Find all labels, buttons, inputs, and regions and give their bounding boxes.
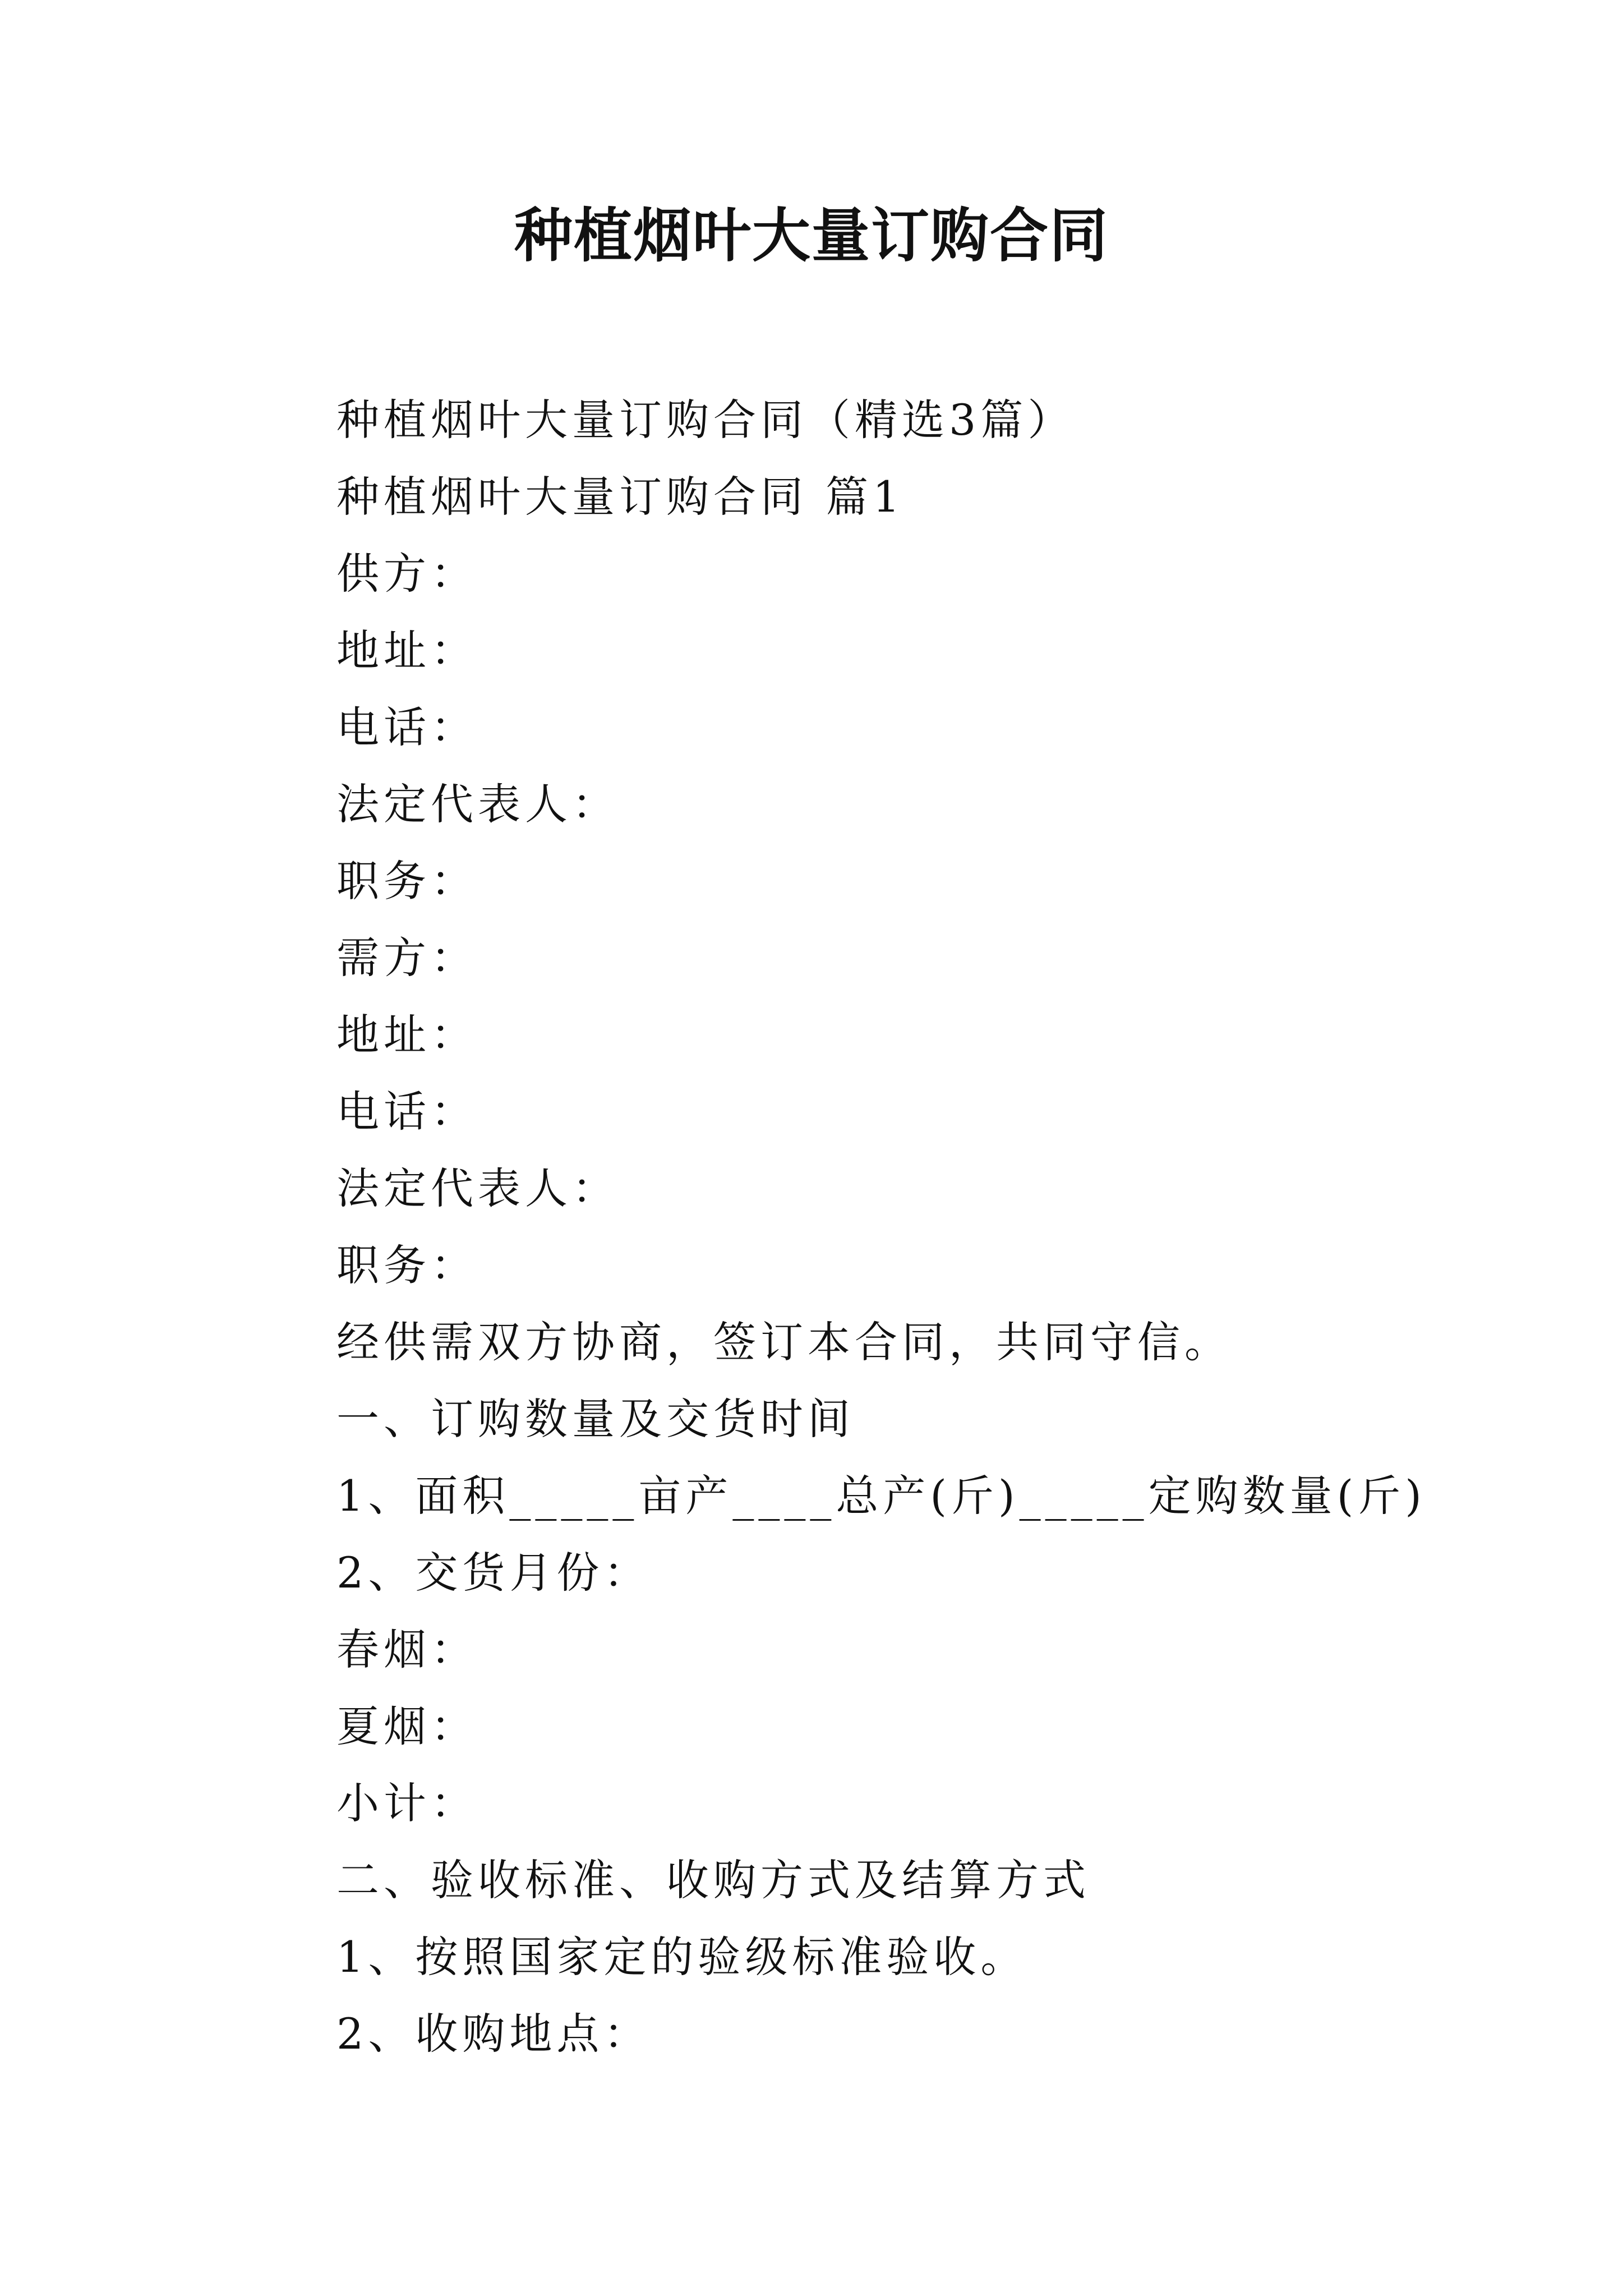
summer-tobacco-line: 夏烟： xyxy=(336,1701,478,1751)
agreement-statement-line: 经供需双方协商，签订本合同，共同守信。 xyxy=(336,1317,1232,1367)
buyer-legal-rep-line: 法定代表人： xyxy=(336,1163,619,1213)
clause-item-standard: 1、按照国家定的验级标准验收。 xyxy=(336,1932,1028,1982)
supplier-line: 供方： xyxy=(336,549,478,599)
document-body xyxy=(336,381,1514,2072)
clause-item-area: 1、面积_____亩产____总产(斤)_____定购数量(斤) xyxy=(336,1471,1426,1521)
supplier-position-line: 职务： xyxy=(336,856,478,906)
clause-item-delivery-month: 2、交货月份： xyxy=(336,1548,651,1598)
spring-tobacco-line: 春烟： xyxy=(336,1625,478,1674)
buyer-phone-line: 电话： xyxy=(336,1087,478,1137)
clause-item-purchase-location: 2、收购地点： xyxy=(336,2009,651,2059)
supplier-legal-rep-line: 法定代表人： xyxy=(336,779,619,829)
clause-heading-acceptance: 二、验收标准、收购方式及结算方式 xyxy=(336,1855,1090,1905)
document-title: 种植烟叶大量订购合同 xyxy=(514,201,1109,270)
supplier-phone-line: 电话： xyxy=(336,702,478,752)
clause-heading-quantity: 一、订购数量及交货时间 xyxy=(336,1394,855,1444)
supplier-address-line: 地址： xyxy=(336,625,478,675)
subtitle-line: 种植烟叶大量订购合同（精选3篇） xyxy=(336,395,1075,445)
buyer-line: 需方： xyxy=(336,933,478,983)
buyer-address-line: 地址： xyxy=(336,1010,478,1060)
section-heading-line: 种植烟叶大量订购合同 篇1 xyxy=(336,472,905,522)
buyer-position-line: 职务： xyxy=(336,1240,478,1290)
subtotal-line: 小计： xyxy=(336,1778,478,1828)
